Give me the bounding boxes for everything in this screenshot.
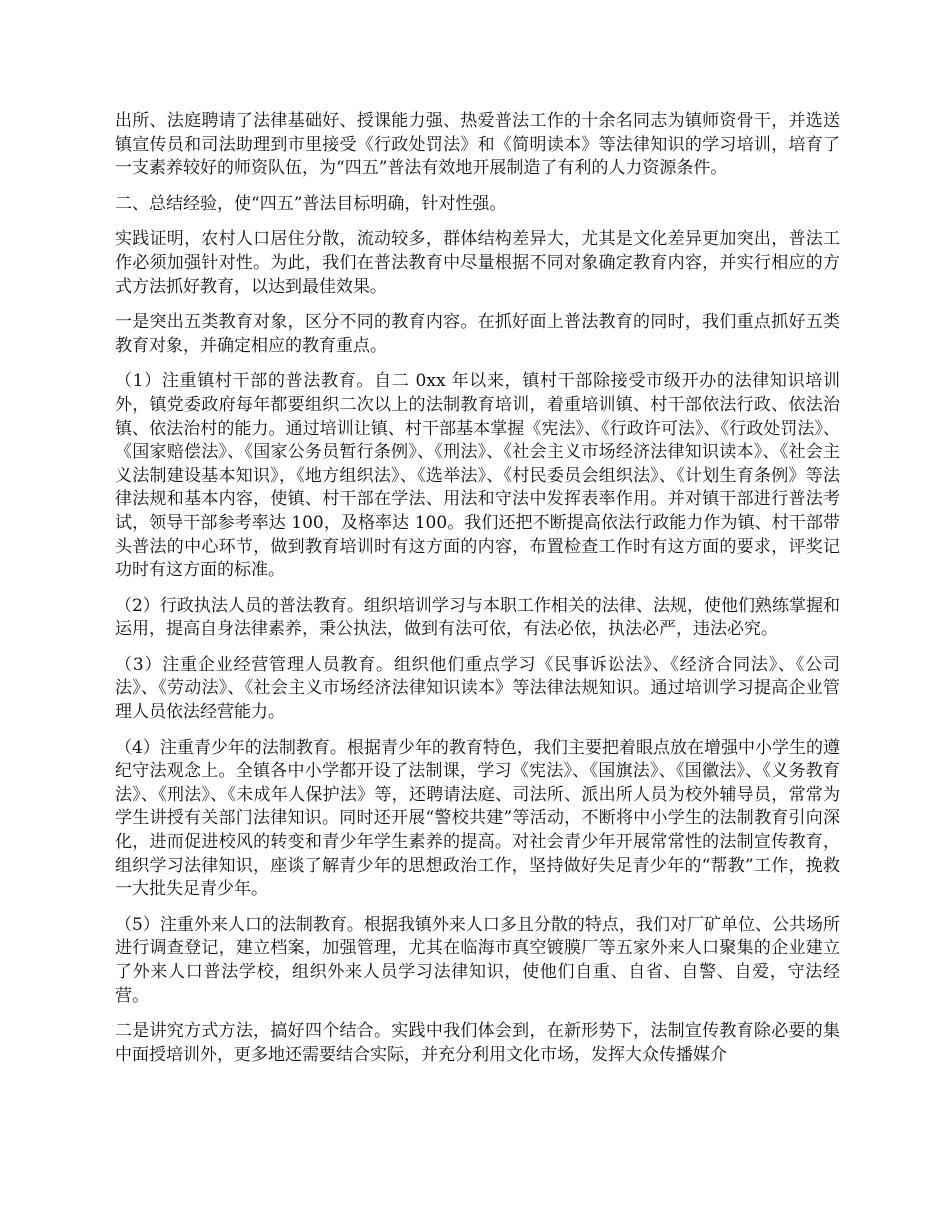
paragraph-item-1-cadres: （1）注重镇村干部的普法教育。自二 0xx 年以来，镇村干部除接受市级开办的法律知识培训外，镇党委政府每年都要组织二次以上的法制教育培训，着重培训镇、村干部依法行政、依法治镇、依法治村的能力。通过培训让镇、村干部基本掌握《宪法》、《行政许可法》、《行政处罚法》、《国家赔偿法》、《国家公务员暂行条例》、《刑法》、《社会主义市场经济法律知识读本》、《社会主义法制建设基本知识》，《地方组织法》、《选举法》、《村民委员会组织法》、《计划生育条例》等法律法规和基本内容，使镇、村干部在学法、用法和守法中发挥表率作用。并对镇干部进行普法考试，领导干部参考率达 100，及格率达 100。我们还把不断提高依法行政能力作为镇、村干部带头普法的中心环节，做到教育培训时有这方面的内容，布置检查工作时有这方面的要求，评奖记功时有这方面的标准。 <box>115 371 840 581</box>
paragraph-item-3-enterprise: （3）注重企业经营管理人员教育。组织他们重点学习《民事诉讼法》、《经济合同法》、《公司法》、《劳动法》、《社会主义市场经济法律知识读本》等法律法规知识。通过培训学习提高企业管理人员依法经营能力。 <box>115 654 840 723</box>
heading-summary-experience: 二、总结经验，使“四五”普法目标明确，针对性强。 <box>115 193 507 214</box>
paragraph-practice-proof: 实践证明，农村人口居住分散，流动较多，群体结构差异大，尤其是文化差异更加突出，普法工作必须加强针对性。为此，我们在普法教育中尽量根据不同对象确定教育内容，并实行相应的方式方法抓好教育，以达到最佳效果。 <box>115 229 840 297</box>
document-body <box>115 110 840 1079</box>
paragraph-methods: 二是讲究方式方法，搞好四个结合。实践中我们体会到，在新形势下，法制宣传教育除必要的集中面授培训外，更多地还需要结合实际，并充分利用文化市场，发挥大众传播媒介 <box>115 1021 840 1065</box>
paragraph-item-2-law-enforcement: （2）行政执法人员的普法教育。组织培训学习与本职工作相关的法律、法规，使他们熟练掌握和运用，提高自身法律素养，秉公执法，做到有法可依，有法必依，执法必严，违法必究。 <box>115 595 840 640</box>
paragraph-item-5-migrants: （5）注重外来人口的法制教育。根据我镇外来人口多且分散的特点，我们对厂矿单位、公共场所进行调查登记，建立档案，加强管理，尤其在临海市真空镀膜厂等五家外来人口聚集的企业建立了外来人口普法学校，组织外来人员学习法律知识，使他们自重、自省、自警、自爱，守法经营。 <box>115 914 840 1006</box>
paragraph-item-4-youth: （4）注重青少年的法制教育。根据青少年的教育特色，我们主要把着眼点放在增强中小学生的遵纪守法观念上。全镇各中小学都开设了法制课，学习《宪法》、《国旗法》、《国徽法》、《义务教育法》、《刑法》、《未成年人保护法》等，还聘请法庭、司法所、派出所人员为校外辅导员，常常为学生讲授有关部门法律知识。同时还开展“警校共建”等活动，不断将中小学生的法制教育引向深化，进而促进校风的转变和青少年学生素养的提高。对社会青少年开展常常性的法制宣传教育，组织学习法律知识，座谈了解青少年的思想政治工作，坚持做好失足青少年的“帮教”工作，挽救一大批失足青少年。 <box>115 737 840 900</box>
paragraph-trainer-team: 出所、法庭聘请了法律基础好、授课能力强、热爱普法工作的十余名同志为镇师资骨干，并选送镇宣传员和司法助理到市里接受《行政处罚法》和《简明读本》等法律知识的学习培训，培育了一支素养较好的师资队伍，为“四五”普法有效地开展制造了有利的人力资源条件。 <box>115 111 840 179</box>
paragraph-five-targets: 一是突出五类教育对象，区分不同的教育内容。在抓好面上普法教育的同时，我们重点抓好五类教育对象，并确定相应的教育重点。 <box>115 312 840 356</box>
